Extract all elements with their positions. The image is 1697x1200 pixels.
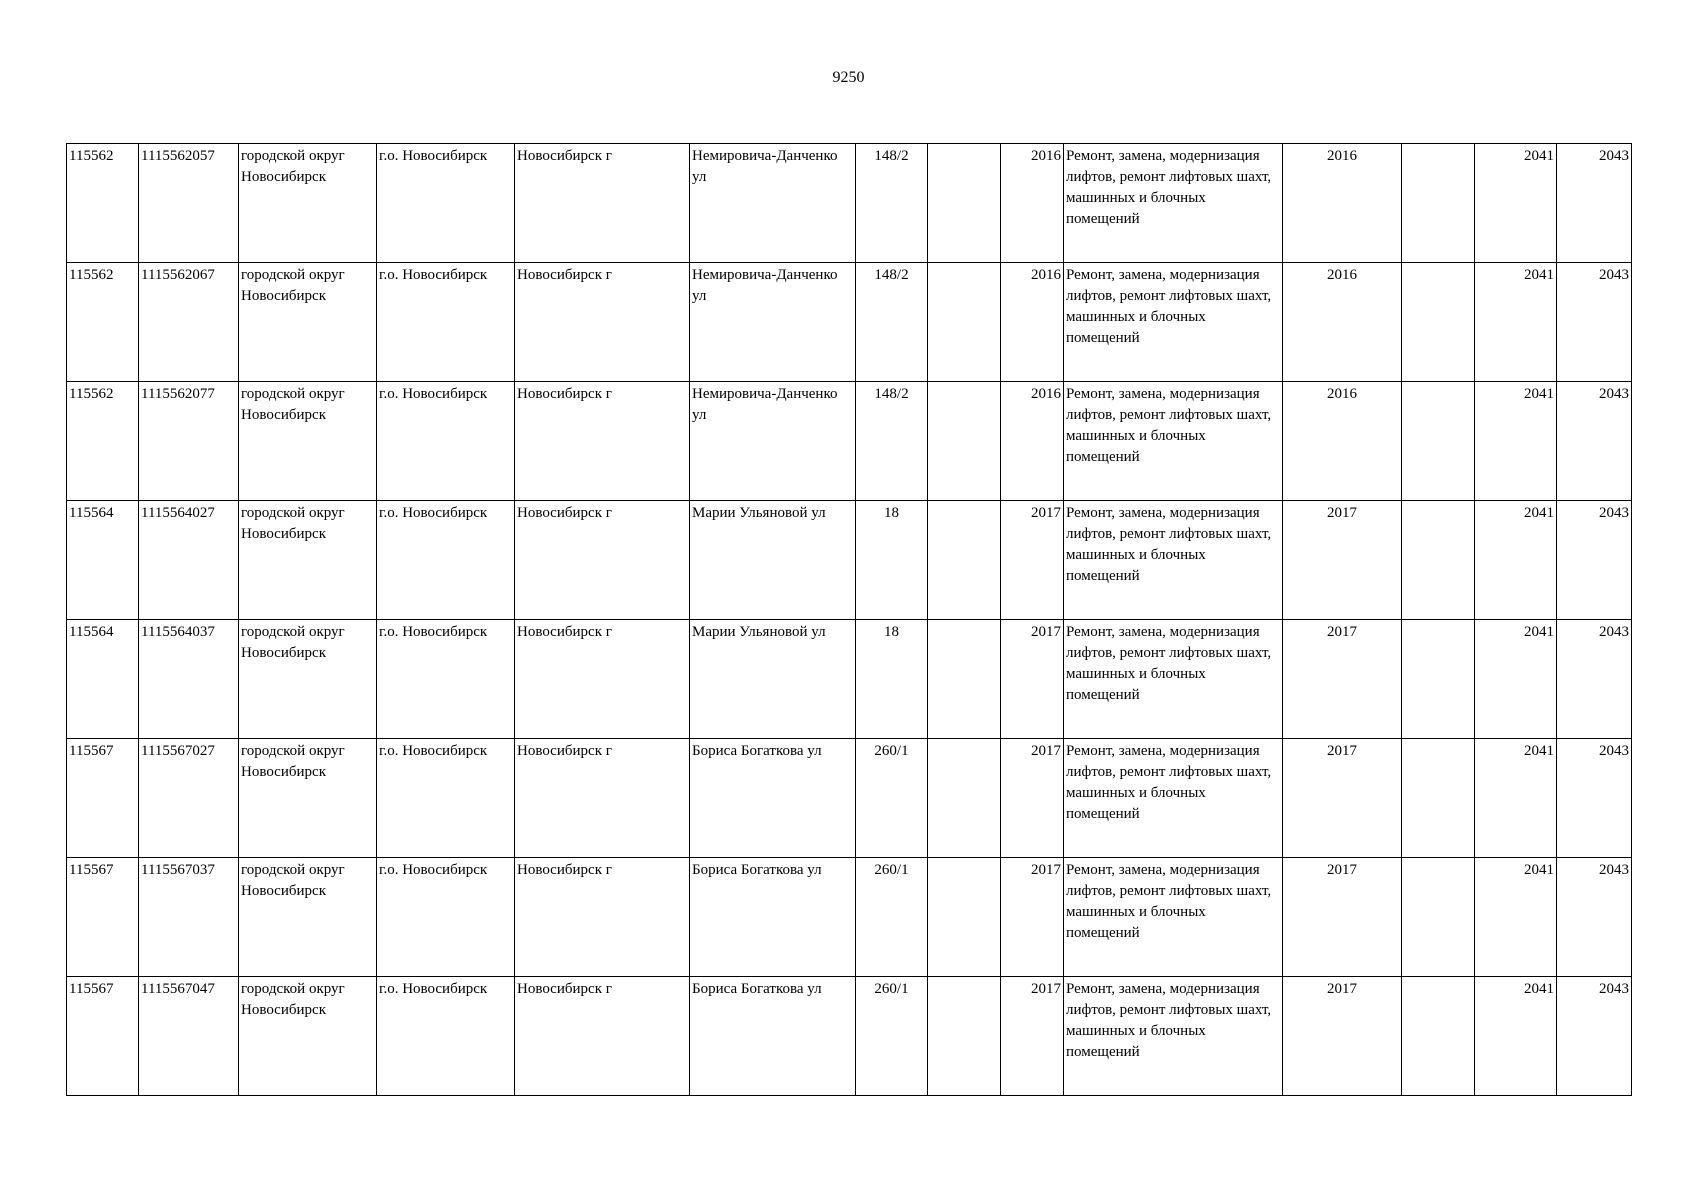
cell-street: Немировича-Данченко ул — [690, 263, 856, 382]
cell-settlement: Новосибирск г — [515, 858, 690, 977]
cell-building — [928, 382, 1001, 501]
cell-year-built: 2017 — [1001, 739, 1064, 858]
cell-building — [928, 858, 1001, 977]
cell-settlement: Новосибирск г — [515, 620, 690, 739]
cell-year-built: 2017 — [1001, 501, 1064, 620]
cell-settlement: Новосибирск г — [515, 501, 690, 620]
cell-house: 260/1 — [856, 858, 928, 977]
cell-id: 115564 — [67, 620, 139, 739]
cell-year-commissioned: 2016 — [1283, 263, 1402, 382]
cell-street: Марии Ульяновой ул — [690, 620, 856, 739]
cell-year-end: 2043 — [1557, 858, 1632, 977]
cell-work-type: Ремонт, замена, модернизация лифтов, ремонт лифтовых шахт, машинных и блочных помещений — [1064, 620, 1283, 739]
cell-district: г.о. Новосибирск — [377, 501, 515, 620]
cell-year-built: 2016 — [1001, 263, 1064, 382]
cell-year-end: 2043 — [1557, 382, 1632, 501]
cell-year-start: 2041 — [1475, 620, 1557, 739]
cell-work-type: Ремонт, замена, модернизация лифтов, ремонт лифтовых шахт, машинных и блочных помещений — [1064, 739, 1283, 858]
cell-id: 115567 — [67, 977, 139, 1096]
cell-year-end: 2043 — [1557, 501, 1632, 620]
cell-id: 115562 — [67, 382, 139, 501]
cell-municipality: городской округ Новосибирск — [239, 144, 377, 263]
cell-year-start: 2041 — [1475, 501, 1557, 620]
cell-col-12 — [1402, 977, 1475, 1096]
cell-municipality: городской округ Новосибирск — [239, 501, 377, 620]
cell-settlement: Новосибирск г — [515, 144, 690, 263]
table-row — [67, 739, 1632, 858]
cell-code: 1115562067 — [139, 263, 239, 382]
table-row — [67, 501, 1632, 620]
cell-code: 1115562057 — [139, 144, 239, 263]
cell-municipality: городской округ Новосибирск — [239, 263, 377, 382]
cell-code: 1115567047 — [139, 977, 239, 1096]
cell-building — [928, 501, 1001, 620]
cell-settlement: Новосибирск г — [515, 739, 690, 858]
cell-year-commissioned: 2017 — [1283, 858, 1402, 977]
cell-street: Немировича-Данченко ул — [690, 382, 856, 501]
cell-id: 115567 — [67, 858, 139, 977]
cell-building — [928, 144, 1001, 263]
cell-street: Марии Ульяновой ул — [690, 501, 856, 620]
cell-year-commissioned: 2017 — [1283, 739, 1402, 858]
cell-district: г.о. Новосибирск — [377, 620, 515, 739]
cell-work-type: Ремонт, замена, модернизация лифтов, ремонт лифтовых шахт, машинных и блочных помещений — [1064, 382, 1283, 501]
cell-col-12 — [1402, 620, 1475, 739]
cell-settlement: Новосибирск г — [515, 977, 690, 1096]
cell-id: 115562 — [67, 263, 139, 382]
table-row — [67, 977, 1632, 1096]
cell-year-start: 2041 — [1475, 977, 1557, 1096]
cell-work-type: Ремонт, замена, модернизация лифтов, ремонт лифтовых шахт, машинных и блочных помещений — [1064, 977, 1283, 1096]
cell-municipality: городской округ Новосибирск — [239, 620, 377, 739]
cell-district: г.о. Новосибирск — [377, 382, 515, 501]
cell-municipality: городской округ Новосибирск — [239, 858, 377, 977]
cell-year-start: 2041 — [1475, 739, 1557, 858]
cell-col-12 — [1402, 144, 1475, 263]
cell-col-12 — [1402, 739, 1475, 858]
table-row — [67, 263, 1632, 382]
cell-code: 1115564037 — [139, 620, 239, 739]
cell-district: г.о. Новосибирск — [377, 144, 515, 263]
page-number: 9250 — [832, 69, 865, 86]
cell-street: Бориса Богаткова ул — [690, 739, 856, 858]
cell-year-commissioned: 2016 — [1283, 144, 1402, 263]
cell-year-commissioned: 2017 — [1283, 501, 1402, 620]
cell-building — [928, 620, 1001, 739]
table-row — [67, 144, 1632, 263]
cell-code: 1115562077 — [139, 382, 239, 501]
cell-work-type: Ремонт, замена, модернизация лифтов, ремонт лифтовых шахт, машинных и блочных помещений — [1064, 144, 1283, 263]
cell-year-end: 2043 — [1557, 144, 1632, 263]
cell-house: 260/1 — [856, 739, 928, 858]
cell-col-12 — [1402, 858, 1475, 977]
table-row — [67, 620, 1632, 739]
cell-col-12 — [1402, 501, 1475, 620]
cell-street: Бориса Богаткова ул — [690, 977, 856, 1096]
cell-district: г.о. Новосибирск — [377, 739, 515, 858]
cell-year-built: 2017 — [1001, 620, 1064, 739]
cell-district: г.о. Новосибирск — [377, 977, 515, 1096]
cell-year-end: 2043 — [1557, 620, 1632, 739]
cell-settlement: Новосибирск г — [515, 263, 690, 382]
cell-year-end: 2043 — [1557, 739, 1632, 858]
cell-municipality: городской округ Новосибирск — [239, 382, 377, 501]
registry-body — [67, 144, 1632, 1096]
cell-settlement: Новосибирск г — [515, 382, 690, 501]
cell-year-start: 2041 — [1475, 858, 1557, 977]
cell-code: 1115564027 — [139, 501, 239, 620]
cell-year-commissioned: 2017 — [1283, 620, 1402, 739]
cell-building — [928, 263, 1001, 382]
table-row — [67, 858, 1632, 977]
registry-table — [66, 143, 1632, 1096]
cell-district: г.о. Новосибирск — [377, 263, 515, 382]
cell-house: 148/2 — [856, 382, 928, 501]
cell-year-commissioned: 2016 — [1283, 382, 1402, 501]
cell-street: Бориса Богаткова ул — [690, 858, 856, 977]
cell-municipality: городской округ Новосибирск — [239, 977, 377, 1096]
cell-work-type: Ремонт, замена, модернизация лифтов, ремонт лифтовых шахт, машинных и блочных помещений — [1064, 501, 1283, 620]
cell-house: 148/2 — [856, 144, 928, 263]
cell-house: 18 — [856, 501, 928, 620]
cell-building — [928, 739, 1001, 858]
cell-year-commissioned: 2017 — [1283, 977, 1402, 1096]
cell-year-end: 2043 — [1557, 263, 1632, 382]
cell-street: Немировича-Данченко ул — [690, 144, 856, 263]
cell-year-built: 2017 — [1001, 858, 1064, 977]
cell-district: г.о. Новосибирск — [377, 858, 515, 977]
cell-col-12 — [1402, 382, 1475, 501]
cell-id: 115564 — [67, 501, 139, 620]
cell-municipality: городской округ Новосибирск — [239, 739, 377, 858]
cell-id: 115562 — [67, 144, 139, 263]
cell-house: 148/2 — [856, 263, 928, 382]
cell-id: 115567 — [67, 739, 139, 858]
cell-year-start: 2041 — [1475, 144, 1557, 263]
cell-house: 18 — [856, 620, 928, 739]
cell-year-end: 2043 — [1557, 977, 1632, 1096]
cell-code: 1115567027 — [139, 739, 239, 858]
cell-work-type: Ремонт, замена, модернизация лифтов, ремонт лифтовых шахт, машинных и блочных помещений — [1064, 263, 1283, 382]
cell-year-built: 2017 — [1001, 977, 1064, 1096]
cell-year-start: 2041 — [1475, 263, 1557, 382]
cell-code: 1115567037 — [139, 858, 239, 977]
cell-building — [928, 977, 1001, 1096]
cell-col-12 — [1402, 263, 1475, 382]
cell-year-built: 2016 — [1001, 144, 1064, 263]
cell-house: 260/1 — [856, 977, 928, 1096]
cell-year-start: 2041 — [1475, 382, 1557, 501]
cell-work-type: Ремонт, замена, модернизация лифтов, ремонт лифтовых шахт, машинных и блочных помещений — [1064, 858, 1283, 977]
table-row — [67, 382, 1632, 501]
cell-year-built: 2016 — [1001, 382, 1064, 501]
